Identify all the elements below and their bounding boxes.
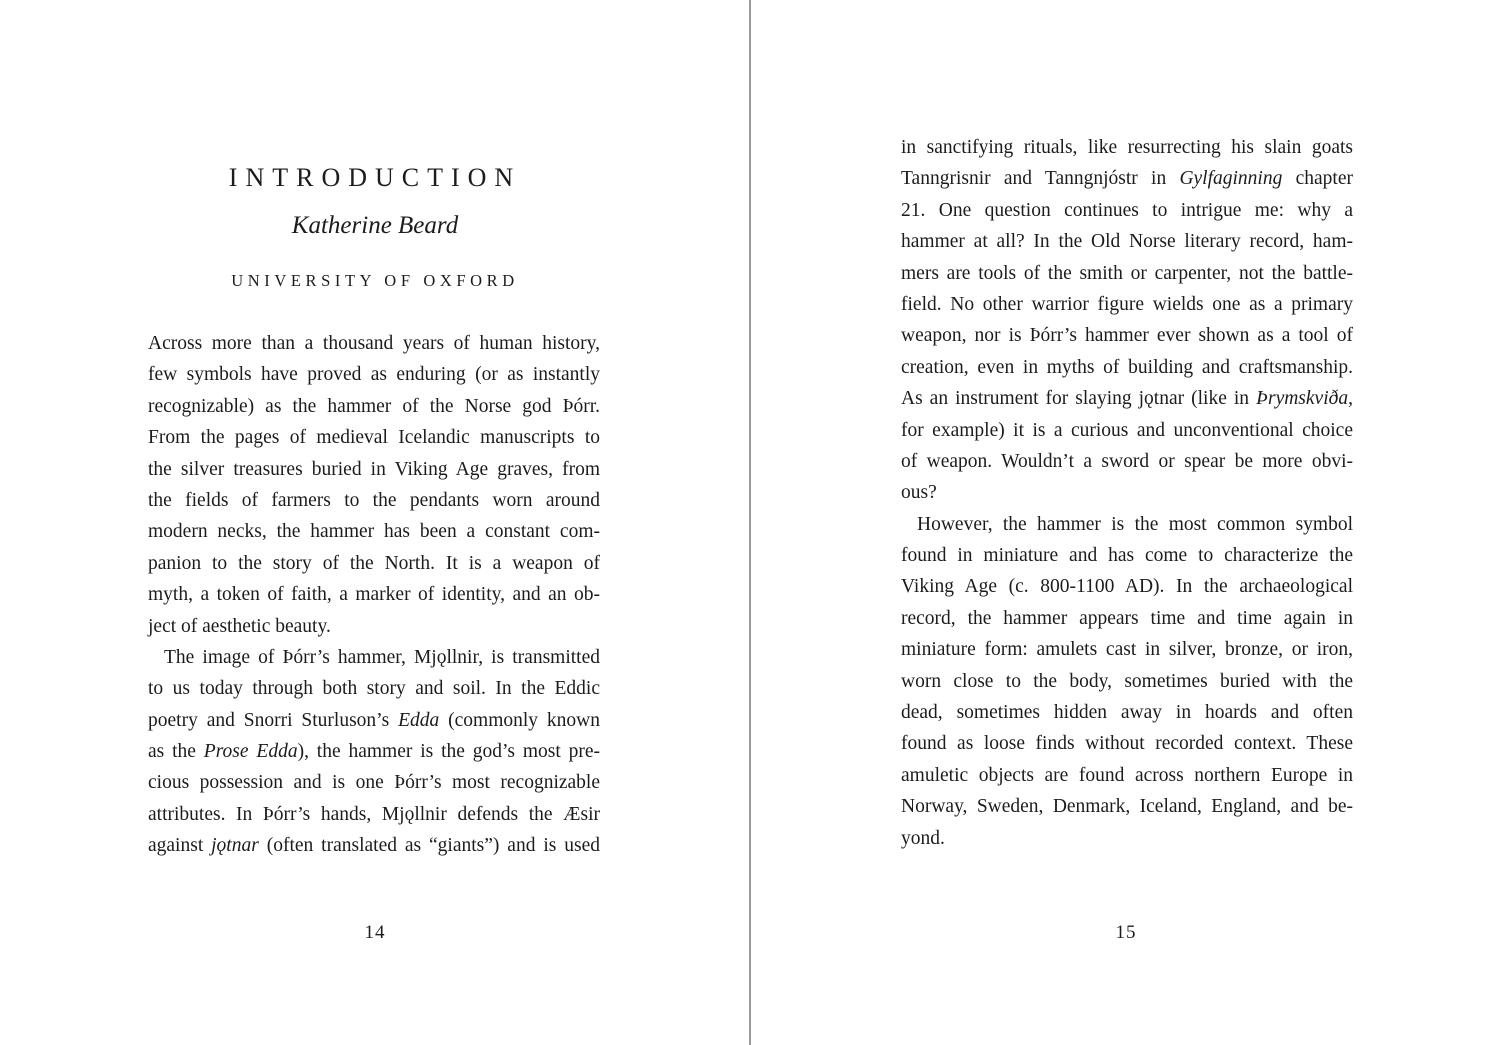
text-line bbox=[148, 705, 600, 736]
text-run: for example) it is a curious and unconventional choice bbox=[901, 419, 1353, 441]
text-line bbox=[901, 132, 1353, 163]
text-line bbox=[148, 391, 600, 422]
text-line bbox=[901, 289, 1353, 320]
text-run: Viking Age (c. 800-1100 AD). In the archaeological bbox=[901, 576, 1353, 598]
text-run: weapon, nor is Þórr’s hammer ever shown as a tool of bbox=[901, 325, 1353, 347]
text-run: dead, sometimes hidden away in hoards and often bbox=[901, 702, 1353, 724]
right-body-text bbox=[901, 132, 1353, 854]
text-run: the silver treasures buried in Viking Age graves, from bbox=[148, 458, 600, 480]
left-body-text bbox=[148, 328, 600, 862]
text-run: to us today through both story and soil. In the Eddic bbox=[148, 678, 600, 700]
text-run: The image of Þórr’s hammer, Mjǫllnir, is transmitted bbox=[164, 646, 600, 668]
text-line bbox=[901, 415, 1353, 446]
text-line bbox=[901, 195, 1353, 226]
text-line bbox=[901, 258, 1353, 289]
page-number-left: 14 bbox=[364, 922, 386, 943]
text-run: poetry and Snorri Sturluson’s bbox=[148, 709, 399, 731]
text-line bbox=[901, 163, 1353, 194]
text-line bbox=[148, 516, 600, 547]
text-run: mers are tools of the smith or carpenter, not the battle- bbox=[901, 262, 1353, 284]
text-line bbox=[148, 422, 600, 453]
text-line bbox=[901, 697, 1353, 728]
text-line bbox=[901, 352, 1353, 383]
text-run: creation, even in myths of building and craftsmanship. bbox=[901, 356, 1353, 378]
text-run: few symbols have proved as enduring (or as instantly bbox=[148, 364, 600, 386]
italic-term: Þrymskviða bbox=[1256, 388, 1349, 410]
text-line bbox=[901, 791, 1353, 822]
text-run: as the bbox=[148, 741, 204, 763]
text-run: modern necks, the hammer has been a constant com- bbox=[148, 521, 600, 543]
text-line bbox=[148, 642, 600, 673]
text-run: ous? bbox=[901, 482, 937, 504]
text-run: myth, a token of faith, a marker of identity, and an ob- bbox=[148, 584, 600, 606]
text-run: against bbox=[148, 835, 212, 857]
text-run: Across more than a thousand years of human history, bbox=[148, 333, 600, 354]
text-line bbox=[901, 823, 1353, 854]
text-run: Norway, Sweden, Denmark, Iceland, England, and be- bbox=[901, 796, 1353, 818]
text-run: amuletic objects are found across northern Europe in bbox=[901, 764, 1353, 786]
text-run: cious possession and is one Þórr’s most recognizable bbox=[148, 772, 600, 794]
page-number-right: 15 bbox=[1115, 922, 1137, 943]
text-run: As an instrument for slaying jǫtnar (like in bbox=[901, 388, 1257, 410]
italic-term: jǫtnar bbox=[211, 835, 259, 857]
text-run: However, the hammer is the most common symbol bbox=[917, 513, 1353, 535]
text-run: yond. bbox=[901, 827, 945, 849]
author-affiliation: UNIVERSITY OF OXFORD bbox=[231, 271, 519, 290]
text-line bbox=[901, 477, 1353, 508]
text-run: field. No other warrior figure wields one as a primary bbox=[901, 293, 1353, 315]
text-run: From the pages of medieval Icelandic manuscripts to bbox=[148, 427, 600, 449]
text-line bbox=[901, 446, 1353, 477]
text-line bbox=[901, 571, 1353, 602]
text-run: found as loose finds without recorded context. These bbox=[901, 733, 1353, 755]
text-run: 21. One question continues to intrigue me: why a bbox=[901, 199, 1353, 221]
right-page bbox=[751, 0, 1500, 1045]
text-run: ), the hammer is the god’s most pre- bbox=[297, 741, 601, 763]
text-run: chapter bbox=[1282, 168, 1353, 190]
text-line bbox=[148, 359, 600, 390]
text-run: (commonly known bbox=[439, 709, 600, 731]
text-run: recognizable) as the hammer of the Norse god Þórr. bbox=[148, 395, 600, 417]
text-line bbox=[148, 799, 600, 830]
text-line bbox=[148, 328, 600, 359]
text-line bbox=[901, 634, 1353, 665]
text-run: of weapon. Wouldn’t a sword or spear be more obvi- bbox=[901, 450, 1353, 472]
text-line bbox=[148, 579, 600, 610]
italic-term: Gylfaginning bbox=[1179, 168, 1283, 190]
text-line bbox=[148, 736, 600, 767]
text-run: found in miniature and has come to characterize the bbox=[901, 545, 1353, 567]
text-run: record, the hammer appears time and time again in bbox=[901, 607, 1353, 629]
text-line bbox=[148, 830, 600, 861]
text-run: miniature form: amulets cast in silver, bronze, or iron, bbox=[901, 639, 1353, 661]
text-run: hammer at all? In the Old Norse literary record, ham- bbox=[901, 231, 1353, 253]
text-line bbox=[901, 666, 1353, 697]
author-name: Katherine Beard bbox=[291, 212, 459, 239]
text-line bbox=[901, 509, 1353, 540]
text-line bbox=[901, 760, 1353, 791]
chapter-title: INTRODUCTION bbox=[228, 163, 522, 192]
text-line bbox=[901, 383, 1353, 414]
text-line bbox=[148, 454, 600, 485]
italic-term: Prose Edda bbox=[203, 741, 298, 763]
text-run: (often translated as “giants”) and is used bbox=[258, 835, 600, 857]
text-run: ject of aesthetic beauty. bbox=[148, 615, 331, 637]
text-line bbox=[901, 226, 1353, 257]
text-run: the fields of farmers to the pendants worn around bbox=[148, 489, 600, 511]
text-line bbox=[148, 767, 600, 798]
text-run: attributes. In Þórr’s hands, Mjǫllnir defends the Æsir bbox=[148, 803, 600, 825]
text-run: worn close to the body, sometimes buried with the bbox=[901, 670, 1353, 692]
text-line bbox=[148, 548, 600, 579]
text-run: Tanngrisnir and Tanngnjóstr in bbox=[901, 168, 1180, 190]
text-run: panion to the story of the North. It is a weapon of bbox=[148, 552, 600, 574]
text-line bbox=[148, 485, 600, 516]
text-line bbox=[901, 320, 1353, 351]
text-line bbox=[901, 603, 1353, 634]
text-run: in sanctifying rituals, like resurrecting his slain goats bbox=[901, 137, 1353, 158]
text-line bbox=[148, 673, 600, 704]
text-line bbox=[148, 611, 600, 642]
text-line bbox=[901, 728, 1353, 759]
italic-term: Edda bbox=[398, 709, 440, 731]
text-run: , bbox=[1348, 388, 1353, 410]
text-line bbox=[901, 540, 1353, 571]
